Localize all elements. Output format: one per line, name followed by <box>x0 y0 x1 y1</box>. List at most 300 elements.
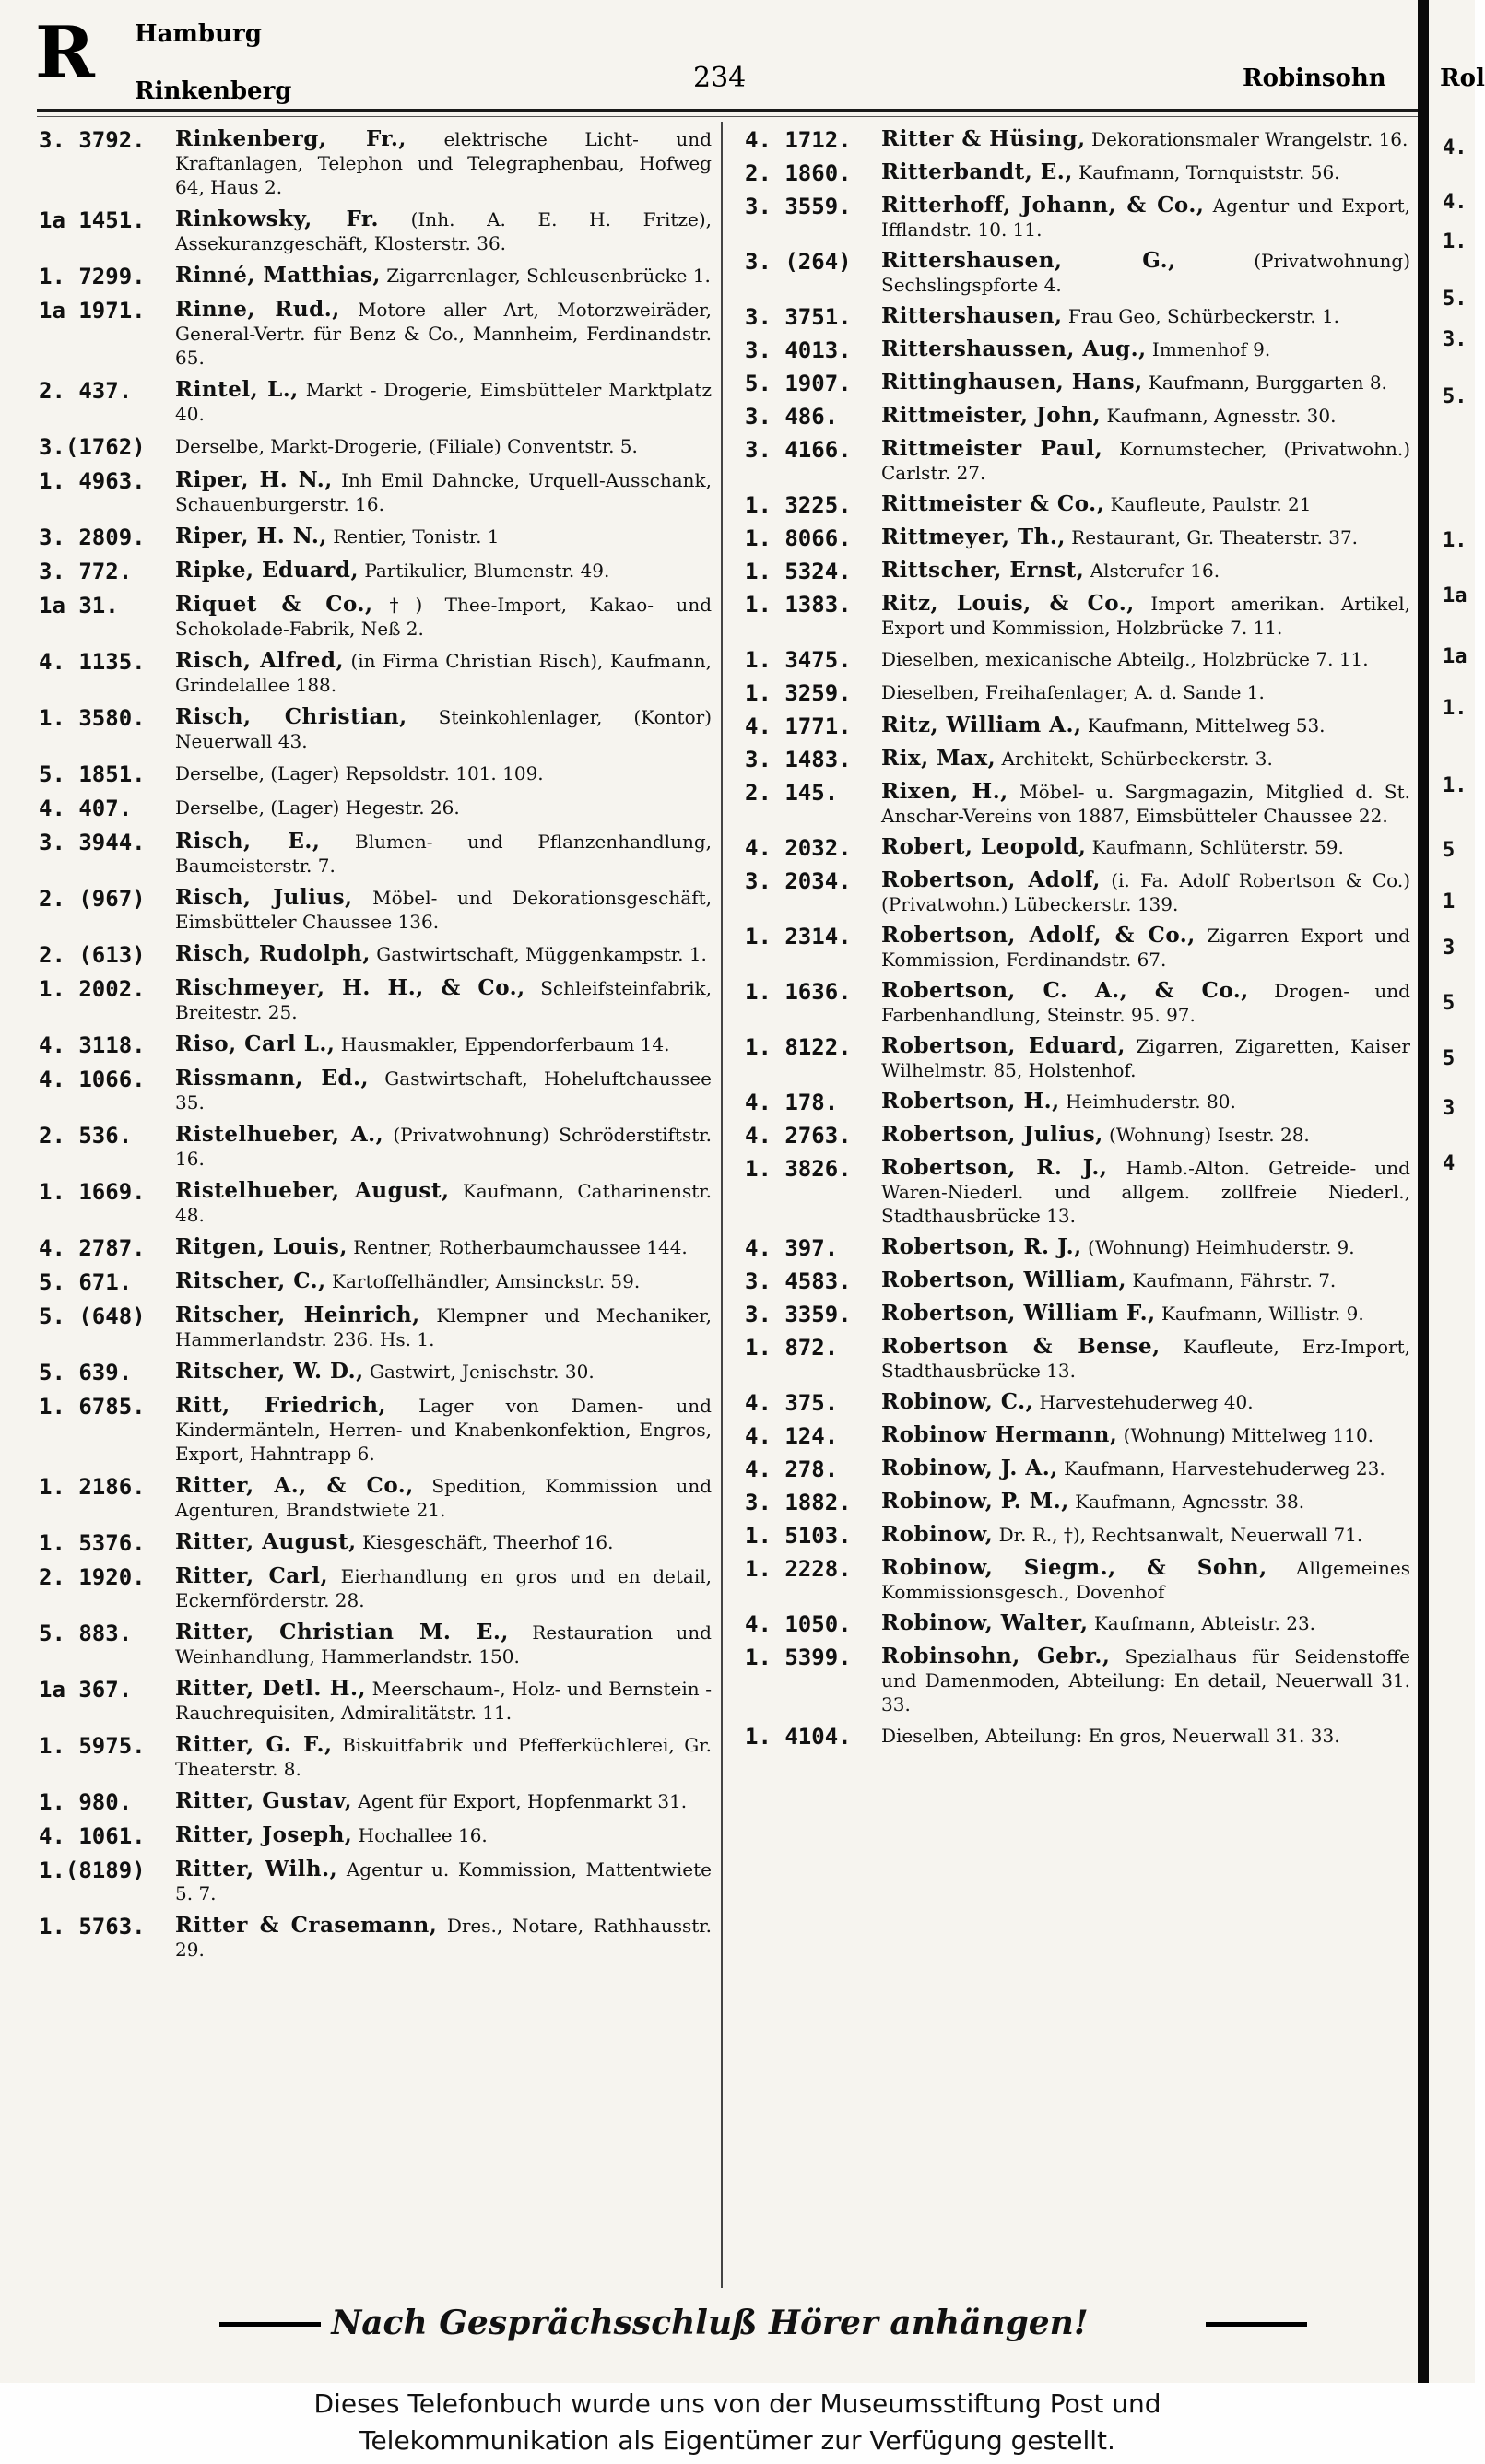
entry-text <box>881 1523 1410 1547</box>
subscriber-details: Zigarren Export und Kommission, Ferdinandstr. 67. <box>881 925 1410 971</box>
subscriber-details: Dekorationsmaler Wrangelstr. 16. <box>1085 128 1408 150</box>
entry-text <box>881 1268 1410 1292</box>
phone-number: 1. 1383. <box>745 592 852 618</box>
entry-text <box>881 780 1410 828</box>
subscriber-name: Rittershaussen, Aug., <box>881 336 1147 361</box>
phone-number: 1. 1636. <box>745 979 852 1005</box>
subscriber-details: Restauration und Weinhandlung, Hammerlandstr. 150. <box>175 1621 712 1668</box>
margin-fragment: 3. <box>1443 328 1467 351</box>
subscriber-name: Risch, Alfred, <box>175 648 344 673</box>
subscriber-details: (Privatwohnung) Sechslingspforte 4. <box>881 250 1410 296</box>
column-divider <box>721 122 723 2288</box>
entry-text <box>881 1123 1410 1147</box>
entry-text <box>175 942 712 966</box>
subscriber-name: Ritter, Carl, <box>175 1563 329 1588</box>
margin-fragment: 1. <box>1443 230 1467 253</box>
entry-text <box>881 525 1410 549</box>
subscriber-details: Hamb.-Alton. Getreide- und Waren-Niederl. und allgem. zollfreie Niederl., Stadthausbrücke 13. <box>881 1157 1410 1227</box>
directory-entry <box>745 371 1410 396</box>
directory-entry <box>39 434 712 460</box>
directory-entry <box>39 976 712 1024</box>
entry-text <box>881 1235 1410 1259</box>
left-column <box>39 127 712 1970</box>
subscriber-details: Klempner und Mechaniker, Hammerlandstr. 236. Hs. 1. <box>175 1304 712 1350</box>
entry-text <box>175 796 712 819</box>
subscriber-details: Möbel- und Dekorationsgeschäft, Eimsbütteler Chaussee 136. <box>175 887 712 933</box>
subscriber-name: Ritter, A., & Co., <box>175 1473 414 1498</box>
directory-entry <box>745 127 1410 153</box>
subscriber-details: Agent für Export, Hopfenmarkt 31. <box>352 1790 688 1812</box>
subscriber-name: Robert, Leopold, <box>881 834 1087 859</box>
subscriber-name: Robertson, Adolf, <box>881 867 1101 892</box>
subscriber-name: Robinow, J. A., <box>881 1456 1058 1480</box>
subscriber-details: Gastwirtschaft, Hoheluftchaussee 35. <box>175 1067 712 1114</box>
subscriber-details: Dieselben, mexicanische Abteilg., Holzbrücke 7. 11. <box>881 648 1369 670</box>
entry-text <box>881 1423 1410 1447</box>
subscriber-details: Architekt, Schürbeckerstr. 3. <box>996 748 1273 770</box>
entry-text <box>175 886 712 934</box>
phone-number: 1. 980. <box>39 1789 133 1815</box>
right-column <box>745 127 1410 1757</box>
phone-number: 4. 2032. <box>745 835 852 861</box>
directory-entry <box>745 1611 1410 1637</box>
subscriber-name: Rinkenberg, Fr., <box>175 126 407 151</box>
subscriber-name: Rix, Max, <box>881 746 996 771</box>
subscriber-details: Kaufmann, Abteistr. 23. <box>1088 1612 1316 1634</box>
phone-number: 4. 407. <box>39 796 133 821</box>
subscriber-name: Ritscher, C., <box>175 1268 326 1293</box>
subscriber-details: Alsterufer 16. <box>1084 560 1220 582</box>
subscriber-details: (i. Fa. Adolf Robertson & Co.) (Privatwohn.) Lübeckerstr. 139. <box>881 869 1410 915</box>
directory-entry <box>39 525 712 550</box>
directory-entry <box>745 1156 1410 1228</box>
subscriber-details: Allgemeines Kommissionsgesch., Dovenhof <box>881 1557 1410 1603</box>
subscriber-details: Möbel- u. Sargmagazin, Mitglied d. St. Anschar-Vereins von 1887, Eimsbütteler Chaussee 22. <box>881 781 1410 827</box>
directory-entry <box>39 127 712 199</box>
directory-entry <box>39 298 712 370</box>
phone-number: 4. 1066. <box>39 1067 146 1092</box>
subscriber-details: (Privatwohnung) Schröderstiftstr. 16. <box>175 1124 712 1170</box>
margin-fragment: 5 <box>1443 839 1456 862</box>
subscriber-details: Dres., Notare, Rathhausstr. 29. <box>175 1915 712 1961</box>
subscriber-name: Ritter, Detl. H., <box>175 1676 366 1701</box>
directory-entry <box>745 1645 1410 1716</box>
subscriber-name: Ritscher, W. D., <box>175 1359 364 1384</box>
phone-number: 1. 3826. <box>745 1156 852 1182</box>
subscriber-details: Drogen- und Farbenhandlung, Steinstr. 95. 97. <box>881 980 1410 1026</box>
entry-text <box>175 1269 712 1293</box>
subscriber-details: Kaufmann, Burggarten 8. <box>1142 371 1387 394</box>
subscriber-details: Dieselben, Freihafenlager, A. d. Sande 1. <box>881 681 1265 703</box>
subscriber-details: Restaurant, Gr. Theaterstr. 37. <box>1065 526 1359 548</box>
subscriber-details: Motore aller Art, Motorzweiräder, General-Vertr. für Benz & Co., Mannheim, Ferdinandstr. 65. <box>175 299 712 369</box>
entry-text <box>175 264 712 288</box>
subscriber-name: Riso, Carl L., <box>175 1032 336 1056</box>
entry-text <box>175 649 712 697</box>
entry-text <box>175 1823 712 1847</box>
margin-fragment: 4. <box>1443 136 1467 159</box>
header-first-name: Rinkenberg <box>135 77 292 105</box>
phone-number: 3. 3359. <box>745 1302 852 1327</box>
entry-text <box>175 1564 712 1612</box>
margin-fragment: 4. <box>1443 191 1467 214</box>
phone-number: 2. 1860. <box>745 160 852 186</box>
entry-text <box>881 1490 1410 1514</box>
phone-number: 3. 772. <box>39 559 133 584</box>
directory-entry <box>39 1733 712 1781</box>
directory-entry <box>745 404 1410 430</box>
subscriber-name: Rittmeister Paul, <box>881 436 1103 461</box>
subscriber-details: Derselbe, (Lager) Hegestr. 26. <box>175 796 460 819</box>
phone-number: 5. 883. <box>39 1621 133 1646</box>
subscriber-name: Robertson, R. J., <box>881 1155 1108 1180</box>
phone-number: 3. 2034. <box>745 868 852 894</box>
directory-entry <box>745 304 1410 330</box>
directory-entry <box>39 705 712 753</box>
entry-text <box>881 1390 1410 1414</box>
subscriber-details: Hausmakler, Eppendorferbaum 14. <box>335 1033 670 1055</box>
subscriber-name: Robinow, P. M., <box>881 1489 1069 1514</box>
subscriber-details: Kaufmann, Willistr. 9. <box>1155 1303 1364 1325</box>
header-rule <box>37 109 1420 112</box>
directory-entry <box>745 1302 1410 1327</box>
entry-text <box>175 434 712 458</box>
entry-text <box>175 1067 712 1114</box>
phone-number: 1. 1669. <box>39 1179 146 1205</box>
margin-fragment: 1 <box>1443 890 1456 914</box>
subscriber-details: Kaufmann, Tornquiststr. 56. <box>1072 161 1340 183</box>
entry-text <box>175 378 712 426</box>
header-rule-thin <box>37 116 1420 117</box>
phone-number: 1. 2002. <box>39 976 146 1002</box>
subscriber-name: Robinow, Siegm., & Sohn, <box>881 1555 1267 1580</box>
phone-number: 1. 2314. <box>745 924 852 949</box>
entry-text <box>881 979 1410 1027</box>
phone-number: 2. 1920. <box>39 1564 146 1590</box>
subscriber-name: Ritterhoff, Johann, & Co., <box>881 193 1205 218</box>
phone-number: 4. 2763. <box>745 1123 852 1149</box>
directory-entry <box>39 378 712 426</box>
margin-fragment: 5 <box>1443 1047 1456 1070</box>
subscriber-name: Robertson, C. A., & Co., <box>881 978 1249 1003</box>
margin-fragment: 5. <box>1443 385 1467 408</box>
subscriber-details: Kaufmann, Agnesstr. 30. <box>1101 405 1337 427</box>
directory-entry <box>745 559 1410 584</box>
entry-text <box>175 1857 712 1905</box>
subscriber-details: Steinkohlenlager, (Kontor) Neuerwall 43. <box>175 706 712 752</box>
entry-text <box>175 1235 712 1259</box>
entry-text <box>175 1789 712 1813</box>
entry-text <box>175 468 712 516</box>
subscriber-details: Schleifsteinfabrik, Breitestr. 25. <box>175 977 712 1023</box>
entry-text <box>175 559 712 583</box>
phone-number: 5. 671. <box>39 1269 133 1295</box>
subscriber-details: Blumen- und Pflanzenhandlung, Baumeisterstr. 7. <box>175 831 712 877</box>
directory-entry <box>39 1123 712 1171</box>
subscriber-name: Robertson, R. J., <box>881 1234 1082 1259</box>
subscriber-details: Kaufmann, Harvestehuderweg 23. <box>1057 1457 1385 1480</box>
phone-number: 1. 8122. <box>745 1034 852 1060</box>
subscriber-name: Ristelhueber, A., <box>175 1122 384 1147</box>
phone-number: 4. 278. <box>745 1456 839 1482</box>
phone-number: 1. 3225. <box>745 492 852 518</box>
subscriber-details: (Wohnung) Mittelweg 110. <box>1117 1424 1374 1446</box>
subscriber-details: Zigarrenlager, Schleusenbrücke 1. <box>380 265 711 287</box>
phone-number: 4. 178. <box>745 1090 839 1115</box>
subscriber-details: elektrische Licht- und Kraftanlagen, Telephon und Telegraphenbau, Hofweg 64, Haus 2. <box>175 128 712 198</box>
caption-line-1: Dieses Telefonbuch wurde uns von der Museumsstiftung Post und <box>313 2388 1161 2419</box>
directory-entry <box>745 780 1410 828</box>
directory-entry <box>39 1823 712 1849</box>
phone-number: 1. 7299. <box>39 264 146 289</box>
entry-text <box>175 1360 712 1384</box>
subscriber-name: Riquet & Co., <box>175 592 373 617</box>
entry-text <box>175 1303 712 1351</box>
subscriber-name: Robinow Hermann, <box>881 1422 1118 1447</box>
subscriber-name: Riper, H. N., <box>175 524 327 548</box>
phone-number: 2. (613) <box>39 942 146 968</box>
phone-number: 3. 486. <box>745 404 839 430</box>
entry-text <box>881 127 1410 151</box>
next-page-fragment: Rol <box>1440 65 1485 92</box>
directory-entry <box>745 1390 1410 1416</box>
phone-number: 4. 397. <box>745 1235 839 1261</box>
directory-entry <box>745 747 1410 772</box>
subscriber-name: Rittershausen, G., <box>881 248 1176 273</box>
subscriber-details: Gastwirt, Jenischstr. 30. <box>363 1361 595 1383</box>
entry-text <box>881 194 1410 242</box>
entry-text <box>881 249 1410 297</box>
margin-fragment: 1. <box>1443 697 1467 720</box>
directory-entry <box>745 979 1410 1027</box>
subscriber-name: Risch, Rudolph, <box>175 941 371 966</box>
subscriber-name: Ritter, Christian M. E., <box>175 1620 509 1645</box>
margin-fragment: 5 <box>1443 992 1456 1015</box>
subscriber-details: Kartoffelhändler, Amsinckstr. 59. <box>325 1270 641 1292</box>
entry-text <box>881 1456 1410 1480</box>
entry-text <box>881 1611 1410 1635</box>
subscriber-name: Risch, Christian, <box>175 704 407 729</box>
header-last-name: Robinsohn <box>1243 65 1386 92</box>
subscriber-name: Rittmeyer, Th., <box>881 525 1066 549</box>
directory-entry <box>39 1857 712 1905</box>
entry-text <box>881 680 1410 704</box>
subscriber-name: Ritterbandt, E., <box>881 159 1073 184</box>
subscriber-name: Risch, Julius, <box>175 885 353 910</box>
subscriber-details: Markt - Drogerie, Eimsbütteler Marktplatz 40. <box>175 379 712 425</box>
directory-entry <box>39 942 712 968</box>
phone-number: 1. 5376. <box>39 1530 146 1556</box>
directory-entry <box>39 1360 712 1385</box>
subscriber-details: (Inh. A. E. H. Fritze), Assekuranzgeschäft, Klosterstr. 36. <box>175 208 712 254</box>
directory-entry <box>39 1677 712 1725</box>
subscriber-details: Biskuitfabrik und Pfefferküchlerei, Gr. Theaterstr. 8. <box>175 1734 713 1780</box>
subscriber-details: Derselbe, (Lager) Repsoldstr. 101. 109. <box>175 762 544 784</box>
phone-number: 1. 3580. <box>39 705 146 731</box>
directory-entry <box>39 1914 712 1962</box>
phone-number: 3. 1483. <box>745 747 852 772</box>
subscriber-name: Ripke, Eduard, <box>175 558 359 583</box>
subscriber-name: Rissmann, Ed., <box>175 1066 370 1091</box>
entry-text <box>881 1335 1410 1383</box>
subscriber-details: Derselbe, Markt-Drogerie, (Filiale) Conventstr. 5. <box>175 435 638 457</box>
subscriber-name: Ritz, William A., <box>881 713 1082 737</box>
entry-text <box>175 1530 712 1554</box>
entry-text <box>881 437 1410 485</box>
subscriber-name: Robertson, Adolf, & Co., <box>881 923 1196 948</box>
subscriber-details: Agentur u. Kommission, Mattentwiete 5. 7. <box>175 1858 712 1904</box>
phone-number: 3. 3751. <box>745 304 852 330</box>
directory-entry <box>745 835 1410 861</box>
phone-number: 1. 5975. <box>39 1733 146 1759</box>
directory-entry <box>39 1530 712 1556</box>
subscriber-name: Ritscher, Heinrich, <box>175 1303 420 1327</box>
directory-entry <box>745 1423 1410 1449</box>
entry-text <box>881 1302 1410 1326</box>
phone-number: 1. 2228. <box>745 1556 852 1582</box>
caption-line-2: Telekommunikation als Eigentümer zur Verfügung gestellt. <box>359 2425 1115 2456</box>
entry-text <box>881 1034 1410 1082</box>
subscriber-details: Kaufmann, Agnesstr. 38. <box>1068 1491 1305 1513</box>
subscriber-name: Rittmeister & Co., <box>881 491 1105 516</box>
margin-fragment: 1. <box>1443 774 1467 797</box>
subscriber-name: Rischmeyer, H. H., & Co., <box>175 975 525 1000</box>
phone-number: 1a 367. <box>39 1677 133 1703</box>
subscriber-name: Robertson, Julius, <box>881 1122 1103 1147</box>
subscriber-details: Eierhandlung en gros und en detail, Eckernförderstr. 28. <box>175 1565 713 1611</box>
directory-entry <box>745 194 1410 242</box>
phone-number: 1. 4963. <box>39 468 146 494</box>
directory-entry <box>745 249 1410 297</box>
subscriber-name: Robertson, Eduard, <box>881 1033 1126 1058</box>
directory-entry <box>745 1034 1410 1082</box>
subscriber-details: Rentner, Rotherbaumchaussee 144. <box>347 1236 688 1258</box>
phone-number: 1. 3475. <box>745 647 852 673</box>
subscriber-name: Robinsohn, Gebr., <box>881 1644 1111 1668</box>
subscriber-name: Rinkowsky, Fr. <box>175 206 379 231</box>
margin-fragment: 5. <box>1443 288 1467 311</box>
directory-entry <box>39 559 712 584</box>
directory-entry <box>745 713 1410 739</box>
phone-number: 4. 375. <box>745 1390 839 1416</box>
phone-number: 2. 437. <box>39 378 133 404</box>
phone-number: 1. 4104. <box>745 1724 852 1750</box>
subscriber-name: Rintel, L., <box>175 377 299 402</box>
entry-text <box>881 592 1410 640</box>
directory-entry <box>745 437 1410 485</box>
subscriber-details: Agentur und Export, Ifflandstr. 10. 11. <box>881 195 1410 241</box>
subscriber-name: Robinow, C., <box>881 1389 1034 1414</box>
entry-text <box>175 1394 712 1466</box>
directory-entry <box>745 160 1410 186</box>
entry-text <box>881 1156 1410 1228</box>
directory-entry <box>745 1268 1410 1294</box>
directory-entry <box>39 1564 712 1612</box>
subscriber-details: Spedition, Kommission und Agenturen, Brandstwiete 21. <box>175 1475 712 1521</box>
phone-number: 1. 3259. <box>745 680 852 706</box>
directory-entry <box>745 1335 1410 1383</box>
entry-text <box>881 304 1410 328</box>
phone-number: 1. 5399. <box>745 1645 852 1670</box>
directory-entry <box>745 525 1410 551</box>
subscriber-details: Zigarren, Zigaretten, Kaiser Wilhelmstr. 85, Holstenhof. <box>881 1035 1410 1081</box>
archive-caption <box>0 2386 1475 2459</box>
subscriber-details: Lager von Damen- und Kindermänteln, Herren- und Knabenkonfektion, Engros, Export, Hahntrapp 6. <box>175 1395 712 1465</box>
subscriber-name: Rittscher, Ernst, <box>881 558 1085 583</box>
phone-number: 3. 2809. <box>39 525 146 550</box>
directory-entry <box>39 830 712 878</box>
phone-number: 3. 3559. <box>745 194 852 219</box>
phone-number: 3. 3792. <box>39 127 146 153</box>
subscriber-name: Ritgen, Louis, <box>175 1234 348 1259</box>
subscriber-details: Spezialhaus für Seidenstoffe und Damenmoden, Abteilung: En detail, Neuerwall 31. 33. <box>881 1645 1410 1715</box>
margin-fragment: 1a <box>1443 645 1467 668</box>
entry-text <box>881 1645 1410 1716</box>
phone-number: 5. 1851. <box>39 761 146 787</box>
phone-number: 3. 3944. <box>39 830 146 855</box>
margin-fragment: 3 <box>1443 1097 1456 1120</box>
directory-entry <box>745 492 1410 518</box>
entry-text <box>175 830 712 878</box>
entry-text <box>881 747 1410 771</box>
entry-text <box>881 371 1410 395</box>
directory-entry <box>745 1556 1410 1604</box>
directory-entry <box>39 1789 712 1815</box>
directory-entry <box>39 593 712 641</box>
subscriber-details: (Wohnung) Heimhuderstr. 9. <box>1081 1236 1355 1258</box>
directory-entry <box>39 1621 712 1668</box>
directory-entry <box>39 207 712 255</box>
entry-text <box>175 976 712 1024</box>
subscriber-details: Meerschaum-, Holz- und Bernstein - Rauchrequisiten, Admiralitätstr. 11. <box>175 1678 712 1724</box>
phone-number: 1. 8066. <box>745 525 852 551</box>
subscriber-details: Kaufmann, Schlüterstr. 59. <box>1086 836 1344 858</box>
entry-text <box>175 1032 712 1056</box>
entry-text <box>175 298 712 370</box>
directory-entry <box>39 1303 712 1351</box>
phone-number: 1.(8189) <box>39 1857 146 1883</box>
directory-entry <box>745 1724 1410 1750</box>
phone-number: 3. 4013. <box>745 337 852 363</box>
phone-number: 3.(1762) <box>39 434 146 460</box>
phone-number: 1a 1451. <box>39 207 146 233</box>
subscriber-details: Dieselben, Abteilung: En gros, Neuerwall 31. 33. <box>881 1725 1340 1747</box>
entry-text <box>175 705 712 753</box>
phone-number: 1. 2186. <box>39 1474 146 1500</box>
directory-entry <box>745 1123 1410 1149</box>
subscriber-details: (Wohnung) Isestr. 28. <box>1102 1124 1310 1146</box>
directory-entry <box>39 264 712 289</box>
subscriber-details: Inh Emil Dahncke, Urquell-Ausschank, Schauenburgerstr. 16. <box>175 469 712 515</box>
directory-entry <box>39 1032 712 1058</box>
footer-slogan: Nach Gesprächsschluß Hörer anhängen! <box>331 2304 1089 2342</box>
subscriber-name: Riper, H. N., <box>175 467 333 492</box>
entry-text <box>881 713 1410 737</box>
subscriber-details: Kornumstecher, (Privatwohn.) Carlstr. 27. <box>881 438 1411 484</box>
phone-number: 3. 4583. <box>745 1268 852 1294</box>
subscriber-name: Robertson & Bense, <box>881 1334 1161 1359</box>
phone-number: 4. 3118. <box>39 1032 146 1058</box>
directory-entry <box>745 337 1410 363</box>
subscriber-name: Ritter & Hüsing, <box>881 126 1086 151</box>
entry-text <box>881 1724 1410 1748</box>
phone-number: 4. 1135. <box>39 649 146 675</box>
directory-entry <box>745 680 1410 706</box>
entry-text <box>175 1474 712 1522</box>
subscriber-details: Rentier, Tonistr. 1 <box>326 525 500 548</box>
phone-number: 2. 536. <box>39 1123 133 1149</box>
subscriber-details: Dr. R., †), Rechtsanwalt, Neuerwall 71. <box>993 1524 1363 1546</box>
